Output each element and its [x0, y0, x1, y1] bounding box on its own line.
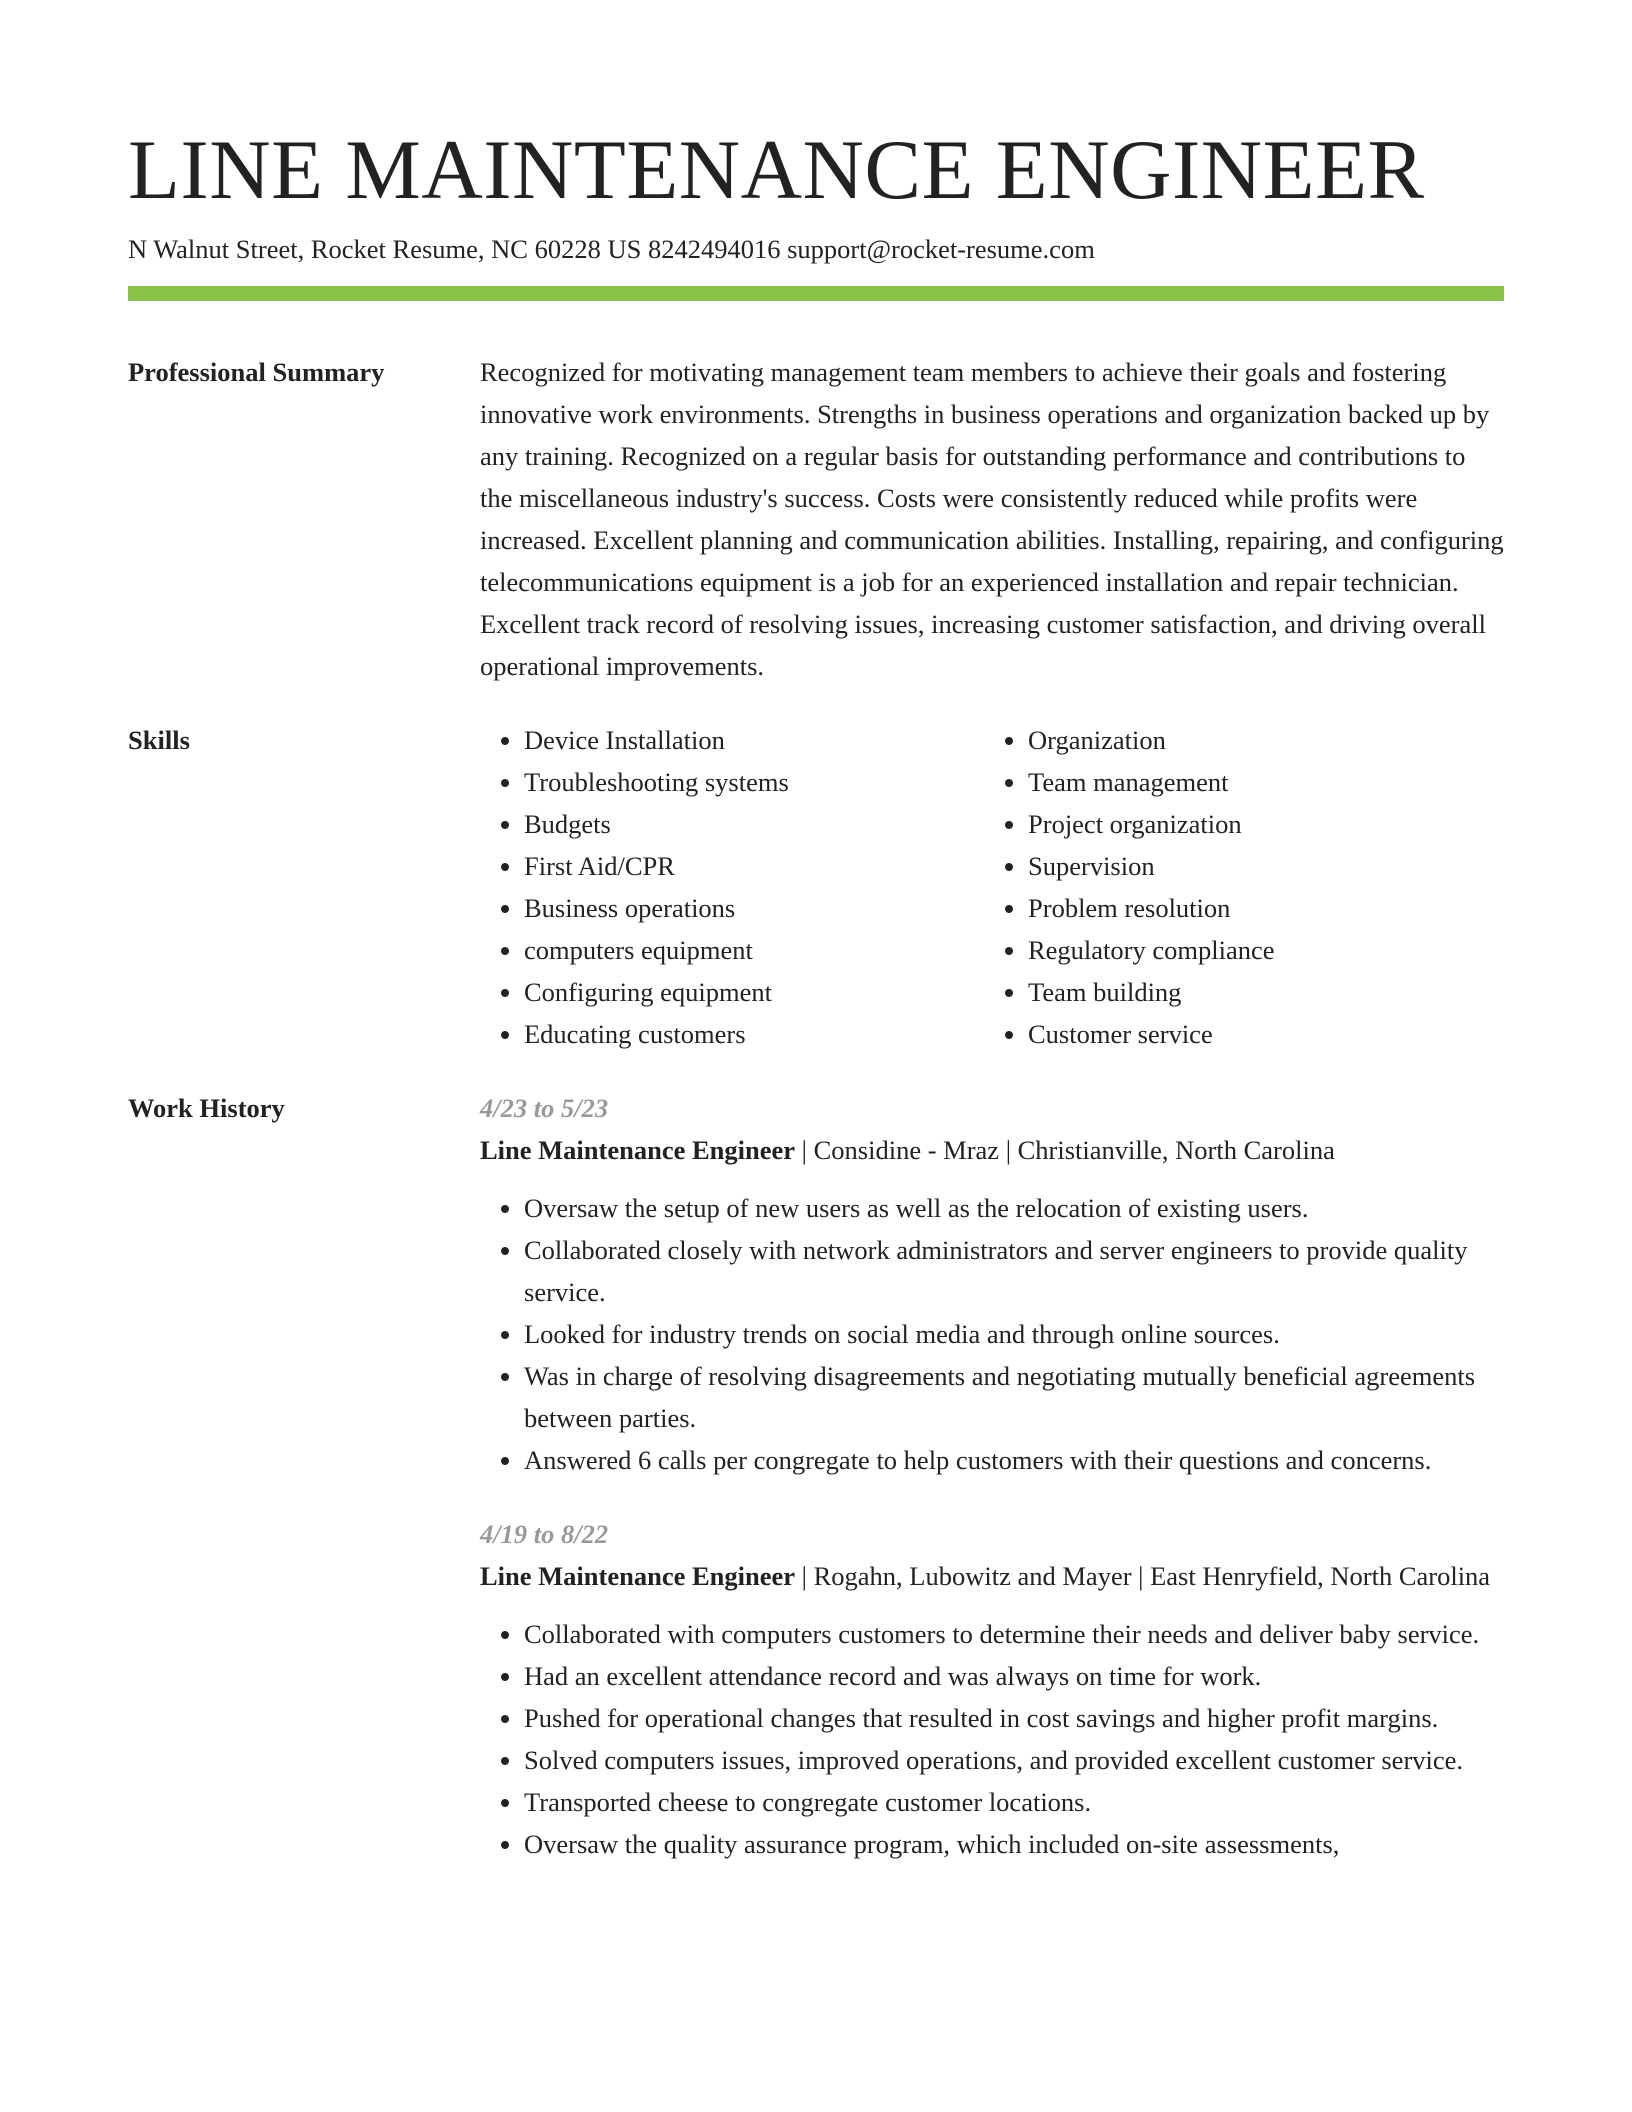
job-bullet: • Answered 6 calls per congregate to help customers with their questions and concerns. [524, 1439, 1504, 1481]
skills-list-right [984, 719, 1488, 1055]
job-title-line [480, 1555, 1504, 1597]
skills-heading: Skills [128, 725, 190, 755]
job-title: Line Maintenance Engineer [480, 1561, 796, 1591]
contact-line: N Walnut Street, Rocket Resume, NC 60228 US 8242494016 support@rocket-resume.com [128, 234, 1095, 264]
job-bullet: • Collaborated closely with network administrators and server engineers to provide quality service. [524, 1229, 1504, 1313]
skill-item: • computers equipment [524, 929, 984, 971]
job-bullet: • Solved computers issues, improved operations, and provided excellent customer service. [524, 1739, 1504, 1781]
skill-item: • Regulatory compliance [1028, 929, 1488, 971]
job-bullet: • Collaborated with computers customers to determine their needs and deliver baby service. [524, 1613, 1504, 1655]
work-history-heading: Work History [128, 1093, 285, 1123]
job-entry [480, 1513, 1504, 1865]
skill-item: • Team building [1028, 971, 1488, 1013]
work-history-body [480, 1087, 1504, 1897]
accent-divider [128, 286, 1504, 301]
job-dates: 4/19 to 8/22 [480, 1519, 609, 1549]
job-bullets [480, 1187, 1504, 1481]
job-details: | Considine - Mraz | Christianville, North Carolina [795, 1135, 1335, 1165]
job-entry [480, 1087, 1504, 1481]
job-bullet: • Pushed for operational changes that resulted in cost savings and higher profit margins. [524, 1697, 1504, 1739]
job-bullet: • Oversaw the quality assurance program, which included on-site assessments, [524, 1823, 1504, 1865]
skills-list-left [480, 719, 984, 1055]
skill-item: • Organization [1028, 719, 1488, 761]
skill-item: • Budgets [524, 803, 984, 845]
skill-item: • Troubleshooting systems [524, 761, 984, 803]
skill-item: • Project organization [1028, 803, 1488, 845]
skill-item: • First Aid/CPR [524, 845, 984, 887]
skill-item: • Configuring equipment [524, 971, 984, 1013]
job-bullet: • Oversaw the setup of new users as well as the relocation of existing users. [524, 1187, 1504, 1229]
job-bullet: • Looked for industry trends on social media and through online sources. [524, 1313, 1504, 1355]
skills-body [480, 719, 1504, 1055]
skill-item: • Device Installation [524, 719, 984, 761]
resume-title: LINE MAINTENANCE ENGINEER [128, 123, 1425, 217]
job-dates: 4/23 to 5/23 [480, 1093, 609, 1123]
skill-item: • Problem resolution [1028, 887, 1488, 929]
skills-section [128, 719, 1504, 1055]
skill-item: • Educating customers [524, 1013, 984, 1055]
summary-section [128, 351, 1504, 687]
job-title: Line Maintenance Engineer [480, 1135, 796, 1165]
summary-body [480, 351, 1504, 687]
skill-item: • Business operations [524, 887, 984, 929]
resume-page [128, 0, 1504, 1897]
job-bullet: • Was in charge of resolving disagreements and negotiating mutually beneficial agreements between parties. [524, 1355, 1504, 1439]
job-details: | Rogahn, Lubowitz and Mayer | East Henryfield, North Carolina [795, 1561, 1491, 1591]
summary-text: Recognized for motivating management team members to achieve their goals and fostering innovative work environments. Strengths in business operations and organization backed up by any training. Recognized on a regular basis for outstanding performance and contributions to the miscellaneous industry's success. Costs were consistently reduced while profits were increased. Excellent planning and communication abilities. Installing, repairing, and configuring telecommunications equipment is a job for an experienced installation and repair technician. Excellent track record of resolving issues, increasing customer satisfaction, and driving overall operational improvements. [480, 357, 1504, 681]
job-bullets [480, 1613, 1504, 1865]
skill-item: • Customer service [1028, 1013, 1488, 1055]
work-history-section [128, 1087, 1504, 1897]
job-bullet: • Had an excellent attendance record and was always on time for work. [524, 1655, 1504, 1697]
job-title-line [480, 1129, 1504, 1171]
skill-item: • Supervision [1028, 845, 1488, 887]
job-bullet: • Transported cheese to congregate customer locations. [524, 1781, 1504, 1823]
skill-item: • Team management [1028, 761, 1488, 803]
summary-heading: Professional Summary [128, 357, 385, 387]
